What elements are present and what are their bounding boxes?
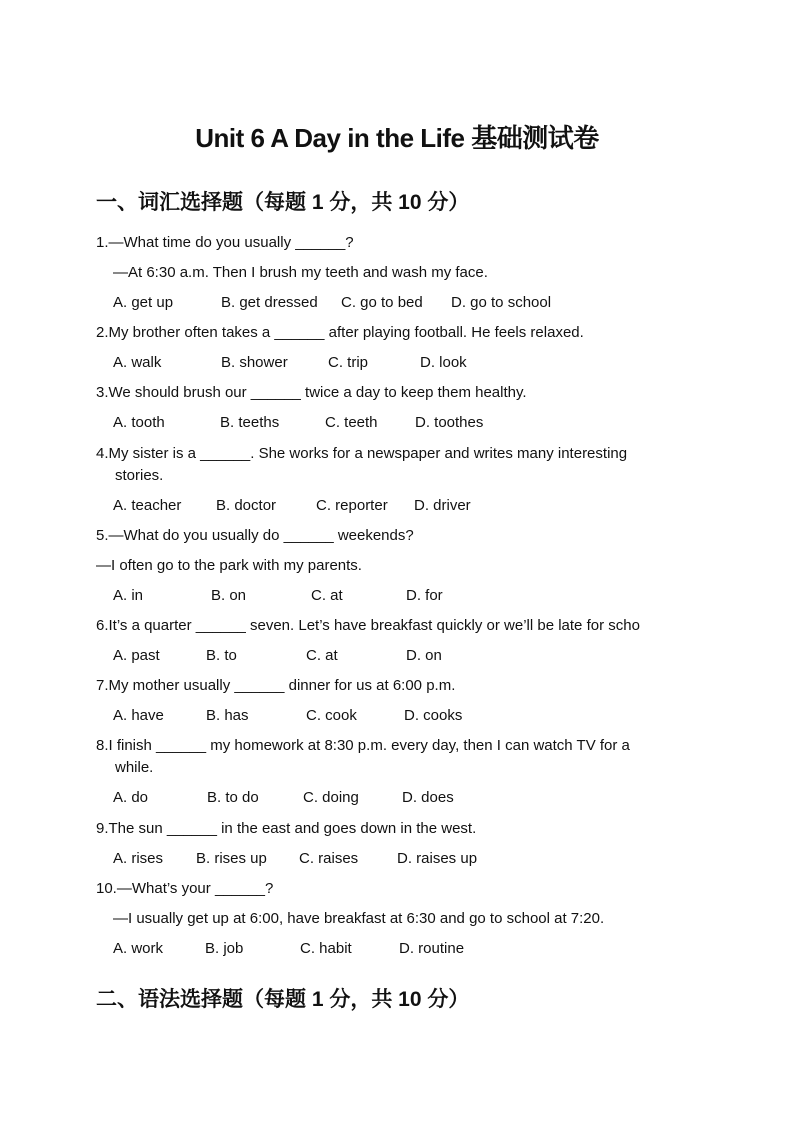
option-b: B. job <box>205 940 244 957</box>
option-d: D. driver <box>414 497 471 514</box>
option-a: A. teacher <box>113 497 182 514</box>
option-a: A. have <box>113 707 164 724</box>
option-b: B. on <box>211 587 247 604</box>
option-c: C. raises <box>299 850 359 867</box>
option-c: C. reporter <box>316 497 388 514</box>
option-b: B. get dressed <box>221 294 318 311</box>
question-stem: 1.—What time do you usually ______? <box>96 234 354 251</box>
option-d: D. routine <box>399 940 465 957</box>
option-b: B. to <box>206 647 237 664</box>
question-stem: 8.I finish ______ my homework at 8:30 p.m. every day, then I can watch TV for a <box>96 737 630 754</box>
option-d: D. go to school <box>451 294 552 311</box>
question-stem: 10.—What’s your ______? <box>96 880 274 897</box>
option-c: C. cook <box>306 707 357 724</box>
question-stem: 3.We should brush our ______ twice a day to keep them healthy. <box>96 384 527 401</box>
option-c: C. go to bed <box>341 294 423 311</box>
option-b: B. doctor <box>216 497 277 514</box>
option-a: A. rises <box>113 850 164 867</box>
option-d: D. for <box>406 587 443 604</box>
option-b: B. teeths <box>220 414 280 431</box>
section-heading-grammar: 二、语法选择题（每题 1 分，共 10 分） <box>96 988 470 1011</box>
option-a: A. do <box>113 789 149 806</box>
option-c: C. at <box>311 587 343 604</box>
option-c: C. habit <box>300 940 352 957</box>
question-stem: 7.My mother usually ______ dinner for us at 6:00 p.m. <box>96 677 456 694</box>
option-a: A. tooth <box>113 414 165 431</box>
option-d: D. toothes <box>415 414 484 431</box>
question-dialogue: —I often go to the park with my parents. <box>96 557 362 574</box>
question-stem: 5.—What do you usually do ______ weekends? <box>96 527 414 544</box>
option-d: D. raises up <box>397 850 478 867</box>
option-a: A. in <box>113 587 144 604</box>
question-dialogue: —At 6:30 a.m. Then I brush my teeth and wash my face. <box>113 264 488 281</box>
option-c: C. trip <box>328 354 369 371</box>
question-dialogue: —I usually get up at 6:00, have breakfast at 6:30 and go to school at 7:20. <box>113 910 605 927</box>
option-d: D. on <box>406 647 442 664</box>
option-b: B. shower <box>221 354 288 371</box>
option-a: A. get up <box>113 294 174 311</box>
option-b: B. rises up <box>196 850 267 867</box>
option-c: C. teeth <box>325 414 378 431</box>
option-c: C. at <box>306 647 338 664</box>
option-b: B. has <box>206 707 249 724</box>
question-stem-continuation: while. <box>115 759 154 776</box>
option-d: D. look <box>420 354 467 371</box>
question-stem: 2.My brother often takes a ______ after playing football. He feels relaxed. <box>96 324 584 341</box>
page-title: Unit 6 A Day in the Life 基础测试卷 <box>195 123 599 153</box>
option-a: A. past <box>113 647 160 664</box>
option-d: D. does <box>402 789 454 806</box>
option-b: B. to do <box>207 789 259 806</box>
question-stem: 9.The sun ______ in the east and goes down in the west. <box>96 820 477 837</box>
option-a: A. walk <box>113 354 162 371</box>
option-d: D. cooks <box>404 707 463 724</box>
section-heading-vocabulary: 一、词汇选择题（每题 1 分，共 10 分） <box>96 191 470 214</box>
question-stem: 4.My sister is a ______. She works for a newspaper and writes many interesting <box>96 445 628 462</box>
option-a: A. work <box>113 940 164 957</box>
question-stem: 6.It’s a quarter ______ seven. Let’s have breakfast quickly or we’ll be late for scho <box>96 617 640 634</box>
option-c: C. doing <box>303 789 359 806</box>
question-stem-continuation: stories. <box>115 467 164 484</box>
